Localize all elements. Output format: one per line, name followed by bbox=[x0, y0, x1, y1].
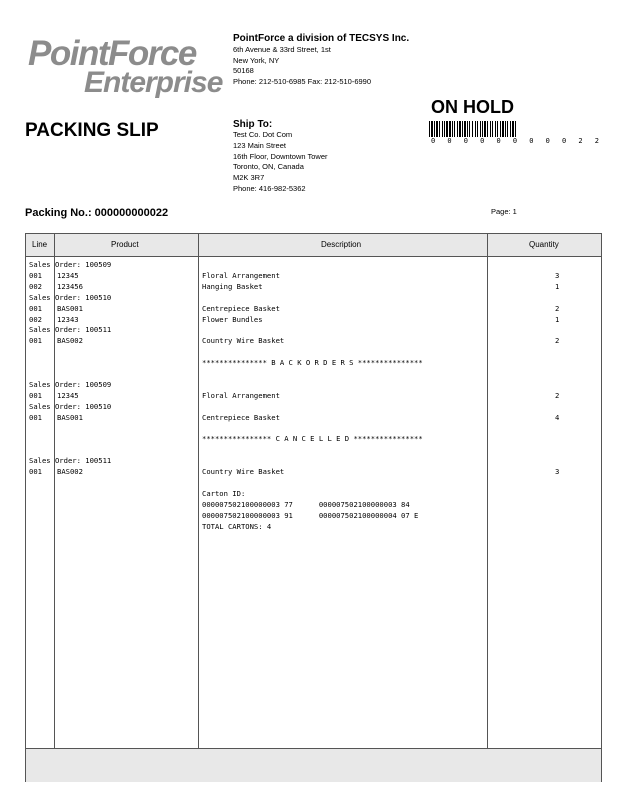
barcode bbox=[429, 121, 601, 137]
sales-order-row bbox=[26, 260, 601, 271]
cell-line: 001 bbox=[29, 336, 42, 346]
table-row bbox=[26, 478, 601, 489]
table-row bbox=[26, 347, 601, 358]
company-line: 6th Avenue & 33rd Street, 1st bbox=[233, 45, 331, 54]
cell-description: Hanging Basket bbox=[202, 281, 263, 291]
barcode-bar bbox=[516, 121, 517, 137]
cell-quantity: 4 bbox=[555, 412, 560, 422]
sales-order-row bbox=[26, 456, 601, 467]
cell-quantity: 1 bbox=[555, 314, 560, 324]
cell-product: BAS001 bbox=[57, 303, 83, 313]
ship-to-label: Ship To: bbox=[233, 119, 273, 130]
table-row bbox=[26, 445, 601, 456]
cell-line: 001 bbox=[29, 390, 42, 400]
ship-to-line: Phone: 416-982-5362 bbox=[233, 183, 306, 193]
cell-quantity: 2 bbox=[555, 390, 560, 400]
cell-quantity: 2 bbox=[555, 336, 560, 346]
cell-description: Centrepiece Basket bbox=[202, 412, 280, 422]
ship-to-line: Test Co. Dot Com bbox=[233, 130, 293, 139]
barcode-digit: 0 bbox=[480, 137, 485, 145]
table-row bbox=[26, 500, 601, 511]
cell-product: 12343 bbox=[57, 314, 79, 324]
company-line: Phone: 212-510-6985 Fax: 212-510-6990 bbox=[233, 76, 372, 86]
table-footer bbox=[26, 748, 601, 782]
status-on-hold: ON HOLD bbox=[431, 97, 514, 117]
cell-product: BAS001 bbox=[57, 412, 83, 422]
sales-order-label: Sales Order: 100509 bbox=[29, 379, 112, 389]
header-product: Product bbox=[111, 240, 139, 249]
sales-order-label: Sales Order: 100511 bbox=[29, 325, 112, 335]
cell-product: 12345 bbox=[57, 390, 79, 400]
barcode-digit: 0 bbox=[545, 137, 550, 145]
cell-line: 002 bbox=[29, 281, 42, 291]
cell-line: 002 bbox=[29, 314, 42, 324]
cell-quantity: 3 bbox=[555, 467, 560, 477]
sales-order-row bbox=[26, 293, 601, 304]
header-description: Description bbox=[321, 240, 362, 249]
barcode-digits bbox=[431, 137, 599, 145]
sales-order-label: Sales Order: 100511 bbox=[29, 456, 112, 466]
company-line: 50168 bbox=[233, 66, 254, 75]
table-row bbox=[26, 358, 601, 369]
cell-description: Country Wire Basket bbox=[202, 336, 285, 346]
table-row bbox=[26, 489, 601, 500]
company-line: New York, NY bbox=[233, 55, 280, 65]
cell-description: Floral Arrangement bbox=[202, 390, 280, 400]
table-row bbox=[26, 424, 601, 435]
cell-quantity: 1 bbox=[555, 281, 560, 291]
barcode-digit: 2 bbox=[578, 137, 583, 145]
table-row bbox=[26, 369, 601, 380]
page-title: PACKING SLIP bbox=[25, 120, 159, 141]
cell-quantity: 3 bbox=[555, 270, 560, 280]
sales-order-row bbox=[26, 380, 601, 391]
table-row bbox=[26, 304, 601, 315]
cell-product: 123456 bbox=[57, 281, 83, 291]
table-header bbox=[26, 234, 601, 257]
cell-description: Carton ID: bbox=[202, 488, 246, 498]
page-number: Page: 1 bbox=[491, 207, 517, 216]
sales-order-row bbox=[26, 325, 601, 336]
cell-description: Floral Arrangement bbox=[202, 270, 280, 280]
cell-description: Flower Bundles bbox=[202, 314, 263, 324]
cell-line: 001 bbox=[29, 303, 42, 313]
table-row bbox=[26, 413, 601, 424]
barcode-digit: 2 bbox=[594, 137, 599, 145]
barcode-digit: 0 bbox=[562, 137, 567, 145]
cell-quantity: 2 bbox=[555, 303, 560, 313]
table-row bbox=[26, 336, 601, 347]
sales-order-row bbox=[26, 402, 601, 413]
ship-to-line: Toronto, ON, Canada bbox=[233, 162, 304, 172]
barcode-digit: 0 bbox=[512, 137, 518, 145]
sales-order-label: Sales Order: 100509 bbox=[29, 260, 112, 269]
logo-pointforce: PointForce bbox=[28, 34, 196, 73]
cell-description: Centrepiece Basket bbox=[202, 303, 280, 313]
cell-line: 001 bbox=[29, 412, 42, 422]
barcode-digit: 0 bbox=[447, 137, 452, 145]
table-row bbox=[26, 271, 601, 282]
sales-order-label: Sales Order: 100510 bbox=[29, 401, 112, 411]
cell-product: BAS002 bbox=[57, 467, 83, 477]
logo-enterprise: Enterprise bbox=[84, 66, 223, 99]
table-row bbox=[26, 391, 601, 402]
table-row bbox=[26, 511, 601, 522]
ship-to-line: 16th Floor, Downtown Tower bbox=[233, 151, 328, 161]
cell-description: 000007502100000003 77 000007502100000003 84 bbox=[202, 499, 410, 509]
header-quantity: Quantity bbox=[529, 240, 559, 249]
ship-to-line: 123 Main Street bbox=[233, 140, 286, 150]
company-name: PointForce a division of TECSYS Inc. bbox=[233, 33, 410, 44]
cell-product: BAS002 bbox=[57, 336, 83, 346]
barcode-digit: 0 bbox=[463, 137, 468, 145]
cell-description: *************** B A C K O R D E R S *************** bbox=[202, 358, 423, 368]
table-row bbox=[26, 315, 601, 326]
sales-order-label: Sales Order: 100510 bbox=[29, 292, 112, 302]
items-table bbox=[25, 233, 602, 782]
cell-line: 001 bbox=[29, 270, 42, 280]
table-row bbox=[26, 282, 601, 293]
cell-line: 001 bbox=[29, 467, 42, 477]
company-address bbox=[233, 33, 433, 87]
table-row bbox=[26, 434, 601, 445]
ship-to-block bbox=[233, 119, 436, 195]
ship-to-line: M2K 3R7 bbox=[233, 173, 265, 183]
header-line: Line bbox=[32, 240, 48, 249]
cell-description: **************** C A N C E L L E D **************** bbox=[202, 434, 423, 444]
barcode-digit: 0 bbox=[496, 137, 501, 145]
table-row bbox=[26, 522, 601, 533]
packing-number: Packing No.: 000000000022 bbox=[25, 207, 169, 219]
cell-description: 000007502100000003 91 000007502100000004 07 E bbox=[202, 510, 419, 520]
cell-description: TOTAL CARTONS: 4 bbox=[202, 521, 272, 531]
table-row bbox=[26, 467, 601, 478]
barcode-digit: 0 bbox=[529, 137, 534, 145]
cell-product: 12345 bbox=[57, 270, 79, 280]
barcode-digit: 0 bbox=[431, 137, 436, 145]
cell-description: Country Wire Basket bbox=[202, 467, 285, 477]
